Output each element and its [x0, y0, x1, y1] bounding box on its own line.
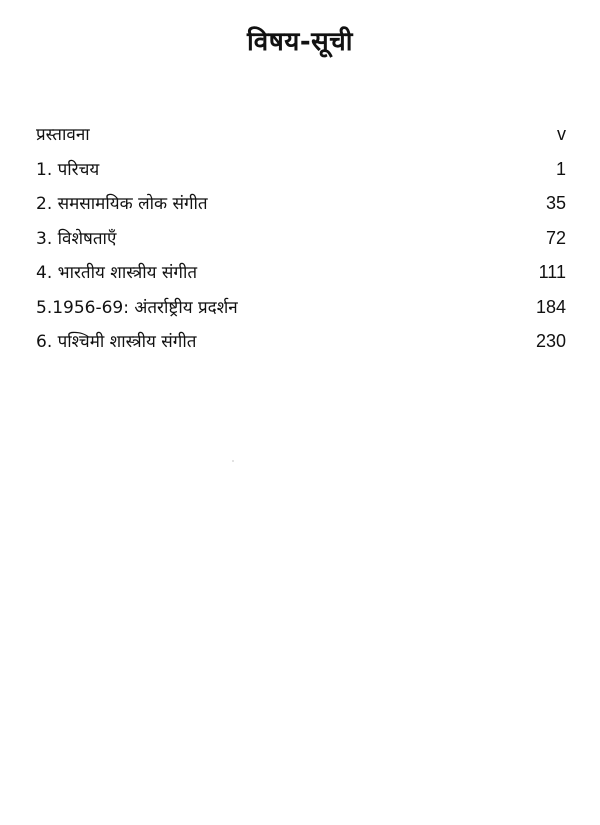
toc-entry-6 — [36, 329, 566, 364]
toc-entry-3 — [36, 226, 566, 261]
toc-entry-title: 6. पश्चिमी शास्त्रीय संगीत — [36, 332, 197, 352]
toc-entry-page: 72 — [545, 227, 566, 248]
toc-entry-2 — [36, 191, 566, 226]
toc-entry-title: 2. समसामयिक लोक संगीत — [36, 194, 208, 214]
toc-entry-page: 35 — [545, 193, 566, 213]
table-of-contents — [36, 122, 566, 364]
scan-speck — [232, 460, 234, 462]
toc-entry-page: 184 — [535, 296, 566, 317]
toc-entry-page: 1 — [555, 158, 566, 179]
toc-entry-title: 5.1956-69: अंतर्राष्ट्रीय प्रदर्शन — [36, 297, 238, 318]
toc-entry-title: 1. परिचय — [36, 159, 100, 180]
toc-entry-1 — [36, 157, 566, 192]
toc-entry-page: 111 — [538, 262, 566, 282]
toc-entry-5 — [36, 295, 566, 330]
toc-entry-page: 230 — [535, 331, 566, 351]
toc-entry-title: प्रस्तावना — [36, 125, 90, 145]
toc-entry-preface — [36, 122, 566, 157]
toc-entry-title: 4. भारतीय शास्त्रीय संगीत — [36, 263, 198, 283]
toc-entry-4 — [36, 260, 566, 295]
toc-entry-page: v — [557, 124, 566, 144]
toc-entry-title: 3. विशेषताएँ — [36, 228, 117, 249]
page-title: विषय-सूची — [247, 27, 353, 57]
